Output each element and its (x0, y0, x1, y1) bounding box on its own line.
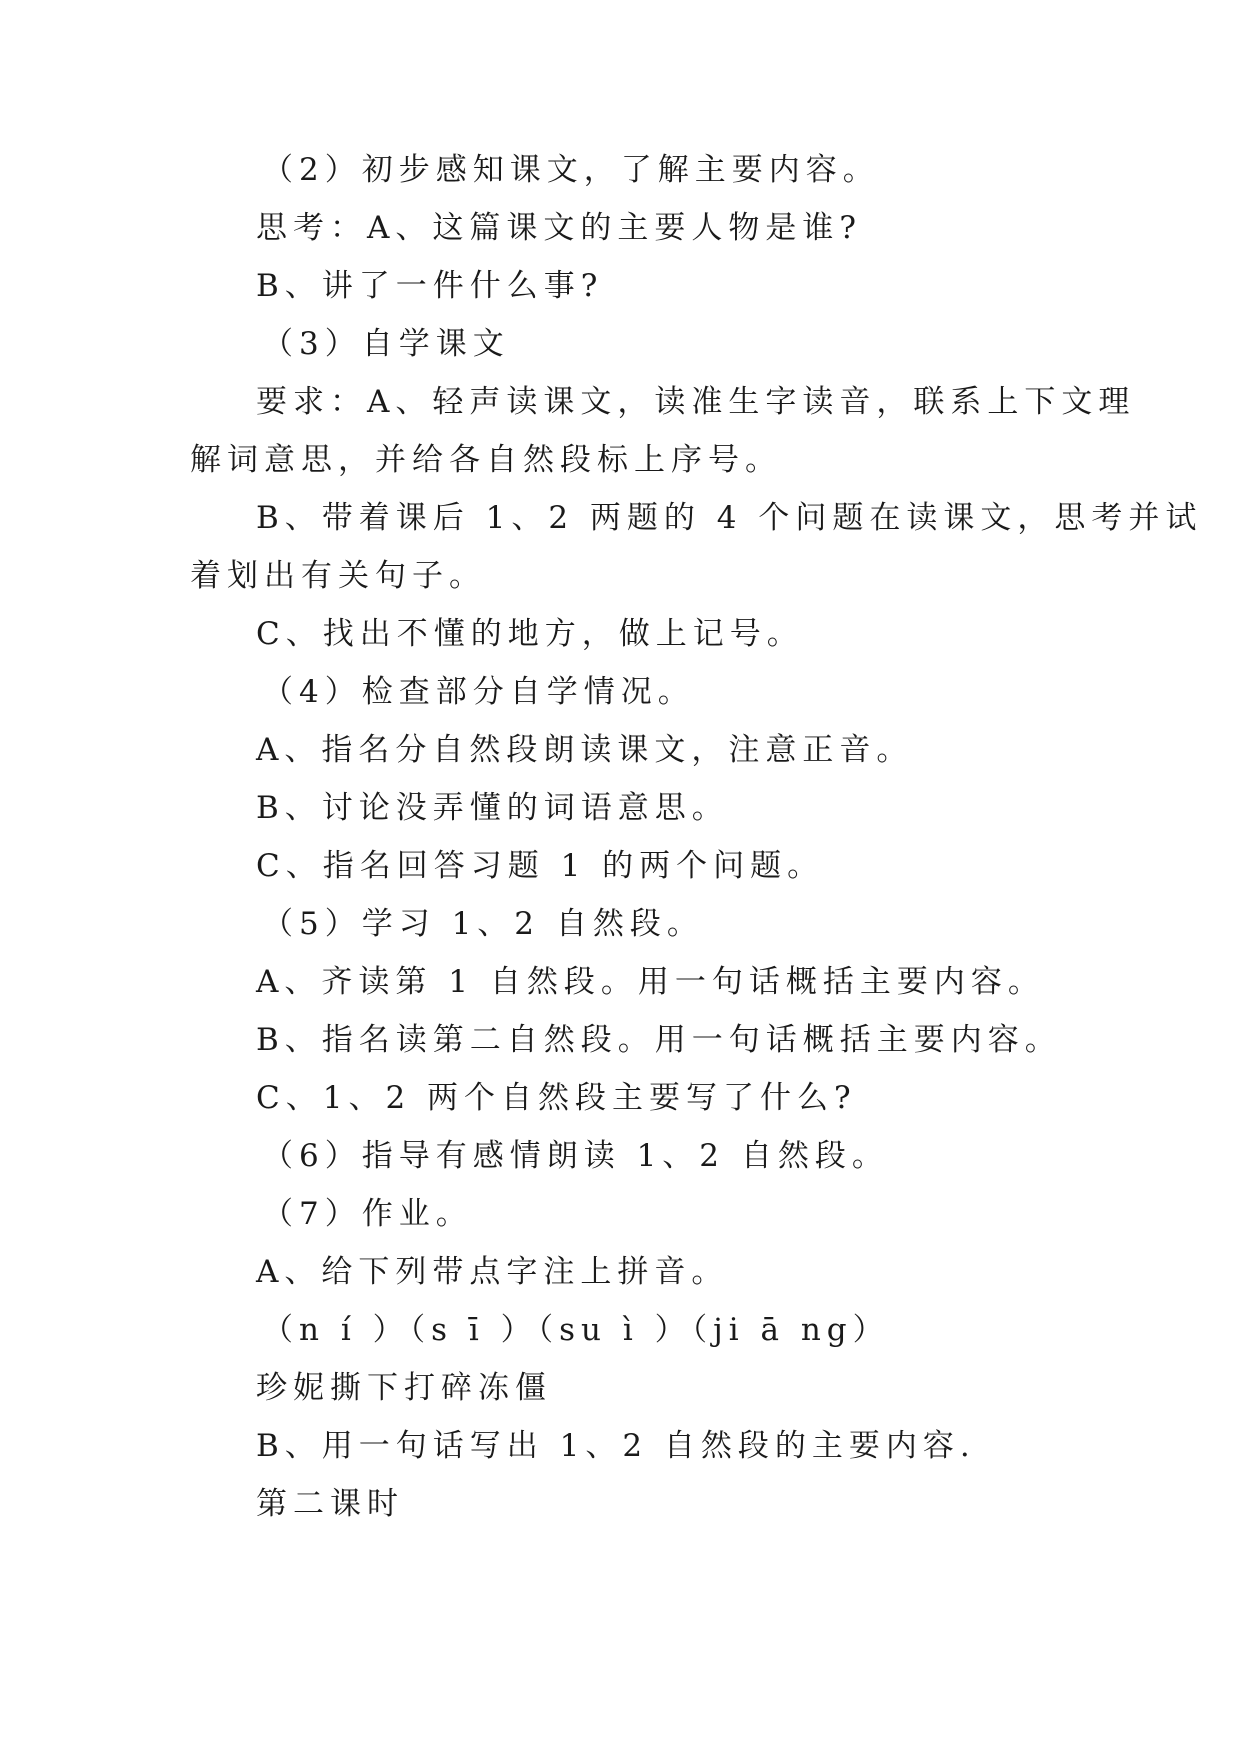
homework-item-a: A、给下列带点字注上拼音。 (256, 1254, 729, 1290)
homework-item-b: B、用一句话写出 1、2 自然段的主要内容. (256, 1428, 976, 1464)
second-lesson-heading: 第二课时 (256, 1486, 404, 1522)
step-5-heading: （5）学习 1、2 自然段。 (262, 906, 704, 942)
check-item-b: B、讨论没弄懂的词语意思。 (256, 790, 729, 826)
study-item-a: A、齐读第 1 自然段。用一句话概括主要内容。 (256, 964, 1045, 1000)
step-6-heading: （6）指导有感情朗读 1、2 自然段。 (262, 1138, 889, 1174)
step-3-heading: （3）自学课文 (262, 326, 510, 362)
think-question-a: 思考：A、这篇课文的主要人物是谁? (256, 210, 863, 246)
study-item-c: C、1、2 两个自然段主要写了什么? (256, 1080, 857, 1116)
requirement-a-line-2: 解词意思，并给各自然段标上序号。 (190, 442, 782, 478)
requirement-a-line-1: 要求：A、轻声读课文，读准生字读音，联系上下文理 (256, 384, 1136, 420)
step-2-heading: （2）初步感知课文，了解主要内容。 (262, 152, 880, 188)
requirement-b-line-2: 着划出有关句子。 (190, 558, 486, 594)
check-item-c: C、指名回答习题 1 的两个问题。 (256, 848, 825, 884)
requirement-b-line-1: B、带着课后 1、2 两题的 4 个问题在读课文，思考并试 (256, 500, 1203, 536)
check-item-a: A、指名分自然段朗读课文，注意正音。 (256, 732, 914, 768)
think-question-b: B、讲了一件什么事? (256, 268, 604, 304)
requirement-c: C、找出不懂的地方，做上记号。 (256, 616, 804, 652)
study-item-b: B、指名读第二自然段。用一句话概括主要内容。 (256, 1022, 1062, 1058)
characters-line: 珍妮撕下打碎冻僵 (256, 1370, 552, 1406)
step-4-heading: （4）检查部分自学情况。 (262, 674, 695, 710)
pinyin-line: （n í ）（s ī ）（su ì ）（ji ā ng） (262, 1312, 890, 1348)
step-7-heading: （7）作业。 (262, 1196, 473, 1232)
